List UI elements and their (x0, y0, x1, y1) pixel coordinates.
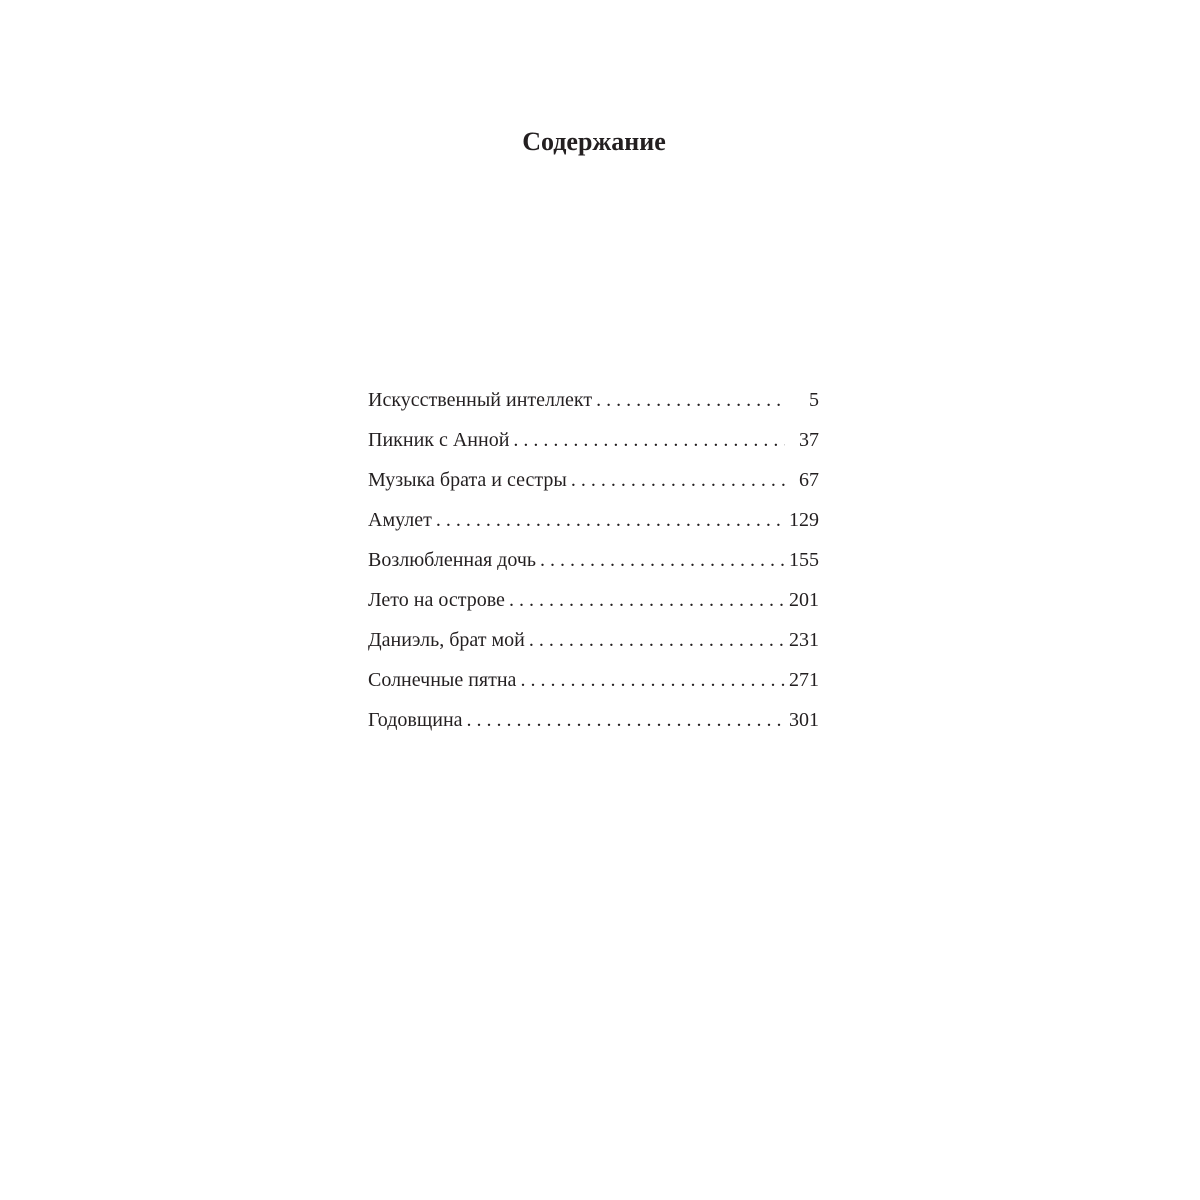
toc-entry-page: 201 (789, 589, 819, 611)
toc-entry-title: Амулет (368, 509, 432, 531)
toc-entry-page: 37 (799, 429, 819, 451)
dot-leader (513, 425, 785, 455)
dot-leader (540, 545, 785, 575)
toc-entry (368, 465, 819, 505)
dot-leader (509, 585, 785, 615)
toc-entry (368, 505, 819, 545)
dot-leader (467, 705, 785, 735)
toc-entry-title: Годовщина (368, 709, 463, 731)
toc-entry (368, 585, 819, 625)
toc-entry-page: 271 (789, 669, 819, 691)
toc-entry-title: Пикник с Анной (368, 429, 510, 451)
toc-entry-title: Солнечные пятна (368, 669, 517, 691)
dot-leader (520, 665, 785, 695)
toc-entry-page: 155 (789, 549, 819, 571)
toc-entry-title: Лето на острове (368, 589, 505, 611)
toc-entry-page: 301 (789, 709, 819, 731)
toc-entry-page: 67 (799, 469, 819, 491)
toc-entry-page: 231 (789, 629, 819, 651)
toc-entry-title: Даниэль, брат мой (368, 629, 525, 651)
toc-entry (368, 665, 819, 705)
toc-entry (368, 385, 819, 425)
dot-leader (571, 465, 785, 495)
page-title: Содержание (522, 127, 666, 156)
toc-entry (368, 425, 819, 465)
table-of-contents (368, 385, 819, 745)
toc-entry-title: Музыка брата и сестры (368, 469, 567, 491)
toc-entry (368, 625, 819, 665)
toc-entry-title: Искусственный интеллект (368, 389, 593, 411)
toc-entry-title: Возлюбленная дочь (368, 549, 537, 571)
dot-leader (529, 625, 785, 655)
toc-entry-page: 5 (809, 389, 819, 411)
dot-leader (596, 385, 785, 415)
toc-entry (368, 545, 819, 585)
toc-entry (368, 705, 819, 745)
toc-entry-page: 129 (789, 509, 819, 531)
dot-leader (436, 505, 785, 535)
